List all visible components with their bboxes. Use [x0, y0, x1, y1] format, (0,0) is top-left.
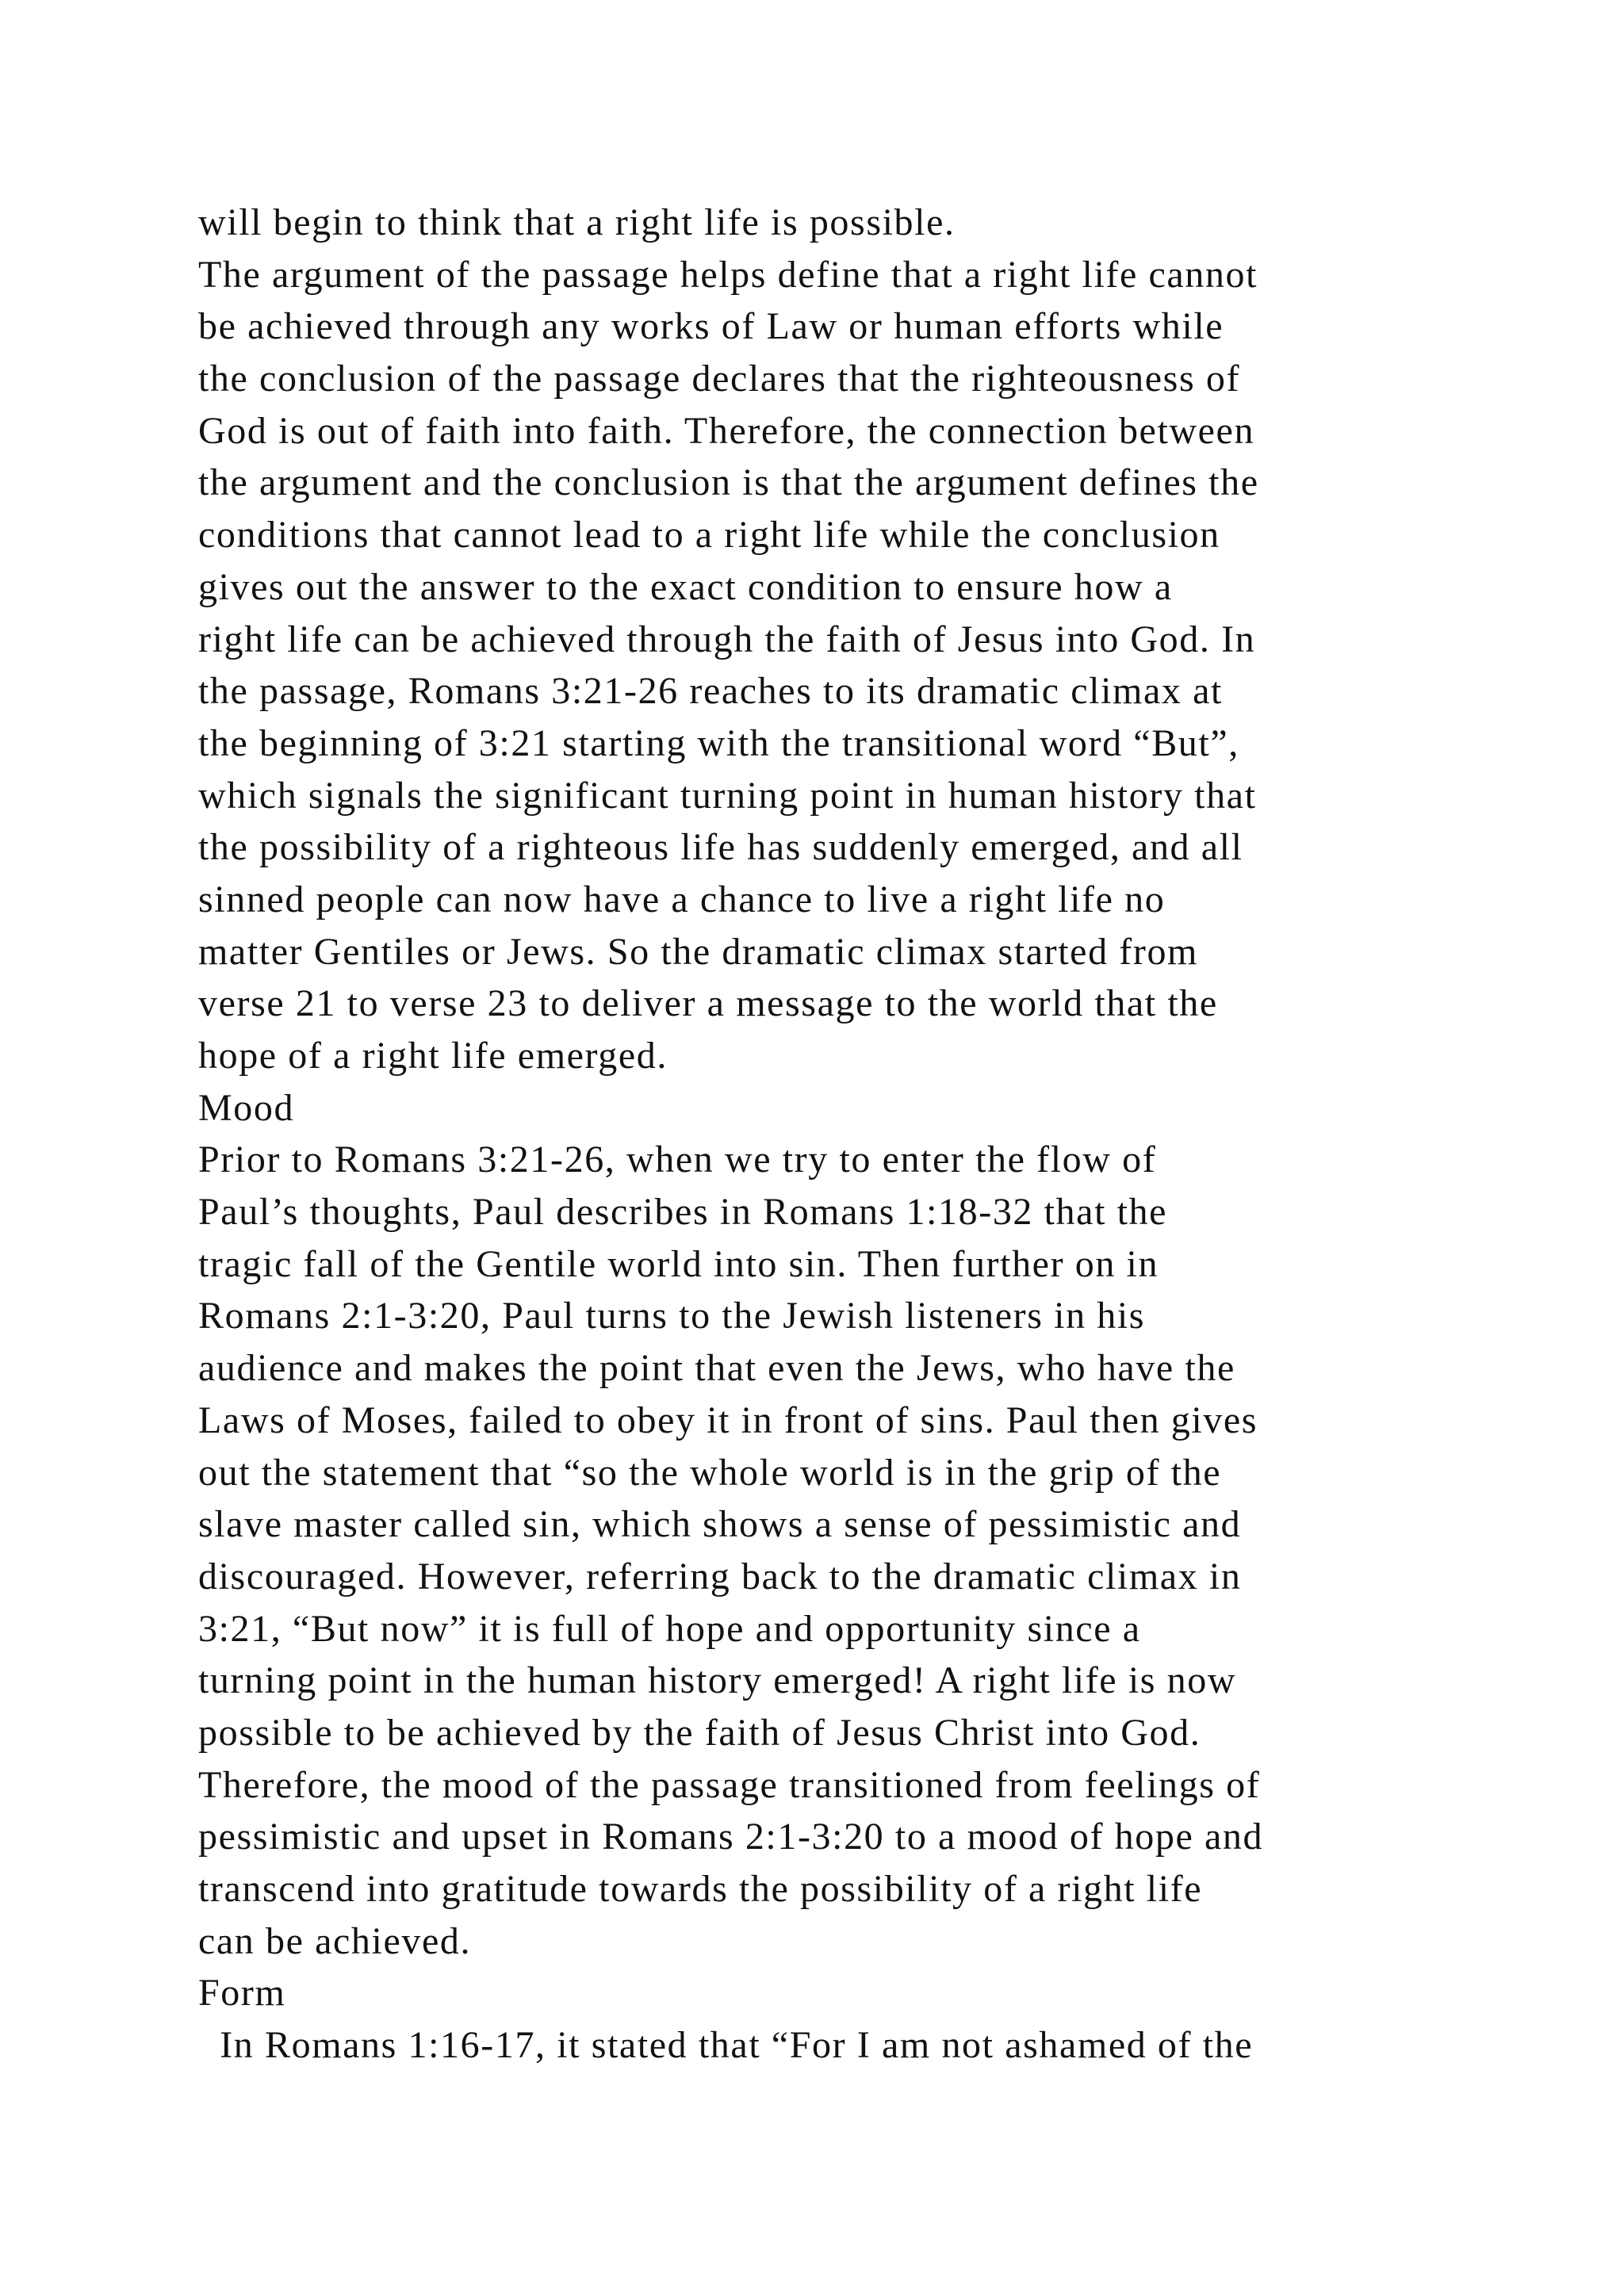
text-line: gives out the answer to the exact condition to ensure how a — [198, 565, 1173, 608]
text-line: hope of a right life emerged. — [198, 1035, 668, 1077]
text-line: can be achieved. — [198, 1919, 472, 1962]
text-line: out the statement that “so the whole world is in the grip of the — [198, 1451, 1222, 1494]
text-line: be achieved through any works of Law or human efforts while — [198, 305, 1224, 348]
text-line: will begin to think that a right life is possible. — [198, 201, 956, 243]
text-line: the possibility of a righteous life has suddenly emerged, and all — [198, 826, 1243, 869]
text-line: verse 21 to verse 23 to deliver a message to the world that the — [198, 982, 1218, 1025]
text-line: Prior to Romans 3:21-26, when we try to enter the flow of — [198, 1138, 1157, 1181]
text-line: discouraged. However, referring back to the dramatic climax in — [198, 1555, 1242, 1598]
text-line: Therefore, the mood of the passage transitioned from feelings of — [198, 1763, 1261, 1806]
text-line: audience and makes the point that even the Jews, who have the — [198, 1347, 1235, 1390]
text-line: matter Gentiles or Jews. So the dramatic climax started from — [198, 930, 1198, 973]
text-line: turning point in the human history emerged! A right life is now — [198, 1659, 1237, 1702]
text-line: The argument of the passage helps define that a right life cannot — [198, 253, 1258, 296]
text-line: the argument and the conclusion is that the argument defines the — [198, 461, 1259, 504]
text-line: God is out of faith into faith. Therefore, the connection between — [198, 409, 1255, 452]
section-heading-form: Form — [198, 1972, 286, 2015]
text-line: pessimistic and upset in Romans 2:1-3:20 to a mood of hope and — [198, 1816, 1264, 1858]
text-line: the beginning of 3:21 starting with the transitional word “But”, — [198, 721, 1239, 764]
text-line: the conclusion of the passage declares that the righteousness of — [198, 358, 1241, 400]
text-line: right life can be achieved through the faith of Jesus into God. In — [198, 618, 1256, 660]
text-line: conditions that cannot lead to a right life while the conclusion — [198, 514, 1220, 557]
text-line: the passage, Romans 3:21-26 reaches to its dramatic climax at — [198, 670, 1223, 713]
text-line: In Romans 1:16-17, it stated that “For I am not ashamed of the — [198, 2024, 1254, 2067]
text-line: tragic fall of the Gentile world into sin. Then further on in — [198, 1242, 1159, 1285]
text-line: 3:21, “But now” it is full of hope and opportunity since a — [198, 1607, 1141, 1650]
section-heading-mood: Mood — [198, 1086, 295, 1129]
text-line: sinned people can now have a chance to live a right life no — [198, 878, 1166, 920]
document-body — [198, 197, 1499, 2072]
text-line: slave master called sin, which shows a sense of pessimistic and — [198, 1503, 1242, 1546]
text-line: transcend into gratitude towards the possibility of a right life — [198, 1868, 1203, 1910]
text-line: which signals the significant turning point in human history that — [198, 774, 1257, 817]
text-line: Laws of Moses, failed to obey it in front of sins. Paul then gives — [198, 1399, 1258, 1441]
text-line: Romans 2:1-3:20, Paul turns to the Jewish listeners in his — [198, 1295, 1146, 1337]
text-line: Paul’s thoughts, Paul describes in Romans 1:18-32 that the — [198, 1191, 1168, 1234]
text-line: possible to be achieved by the faith of Jesus Christ into God. — [198, 1711, 1201, 1754]
